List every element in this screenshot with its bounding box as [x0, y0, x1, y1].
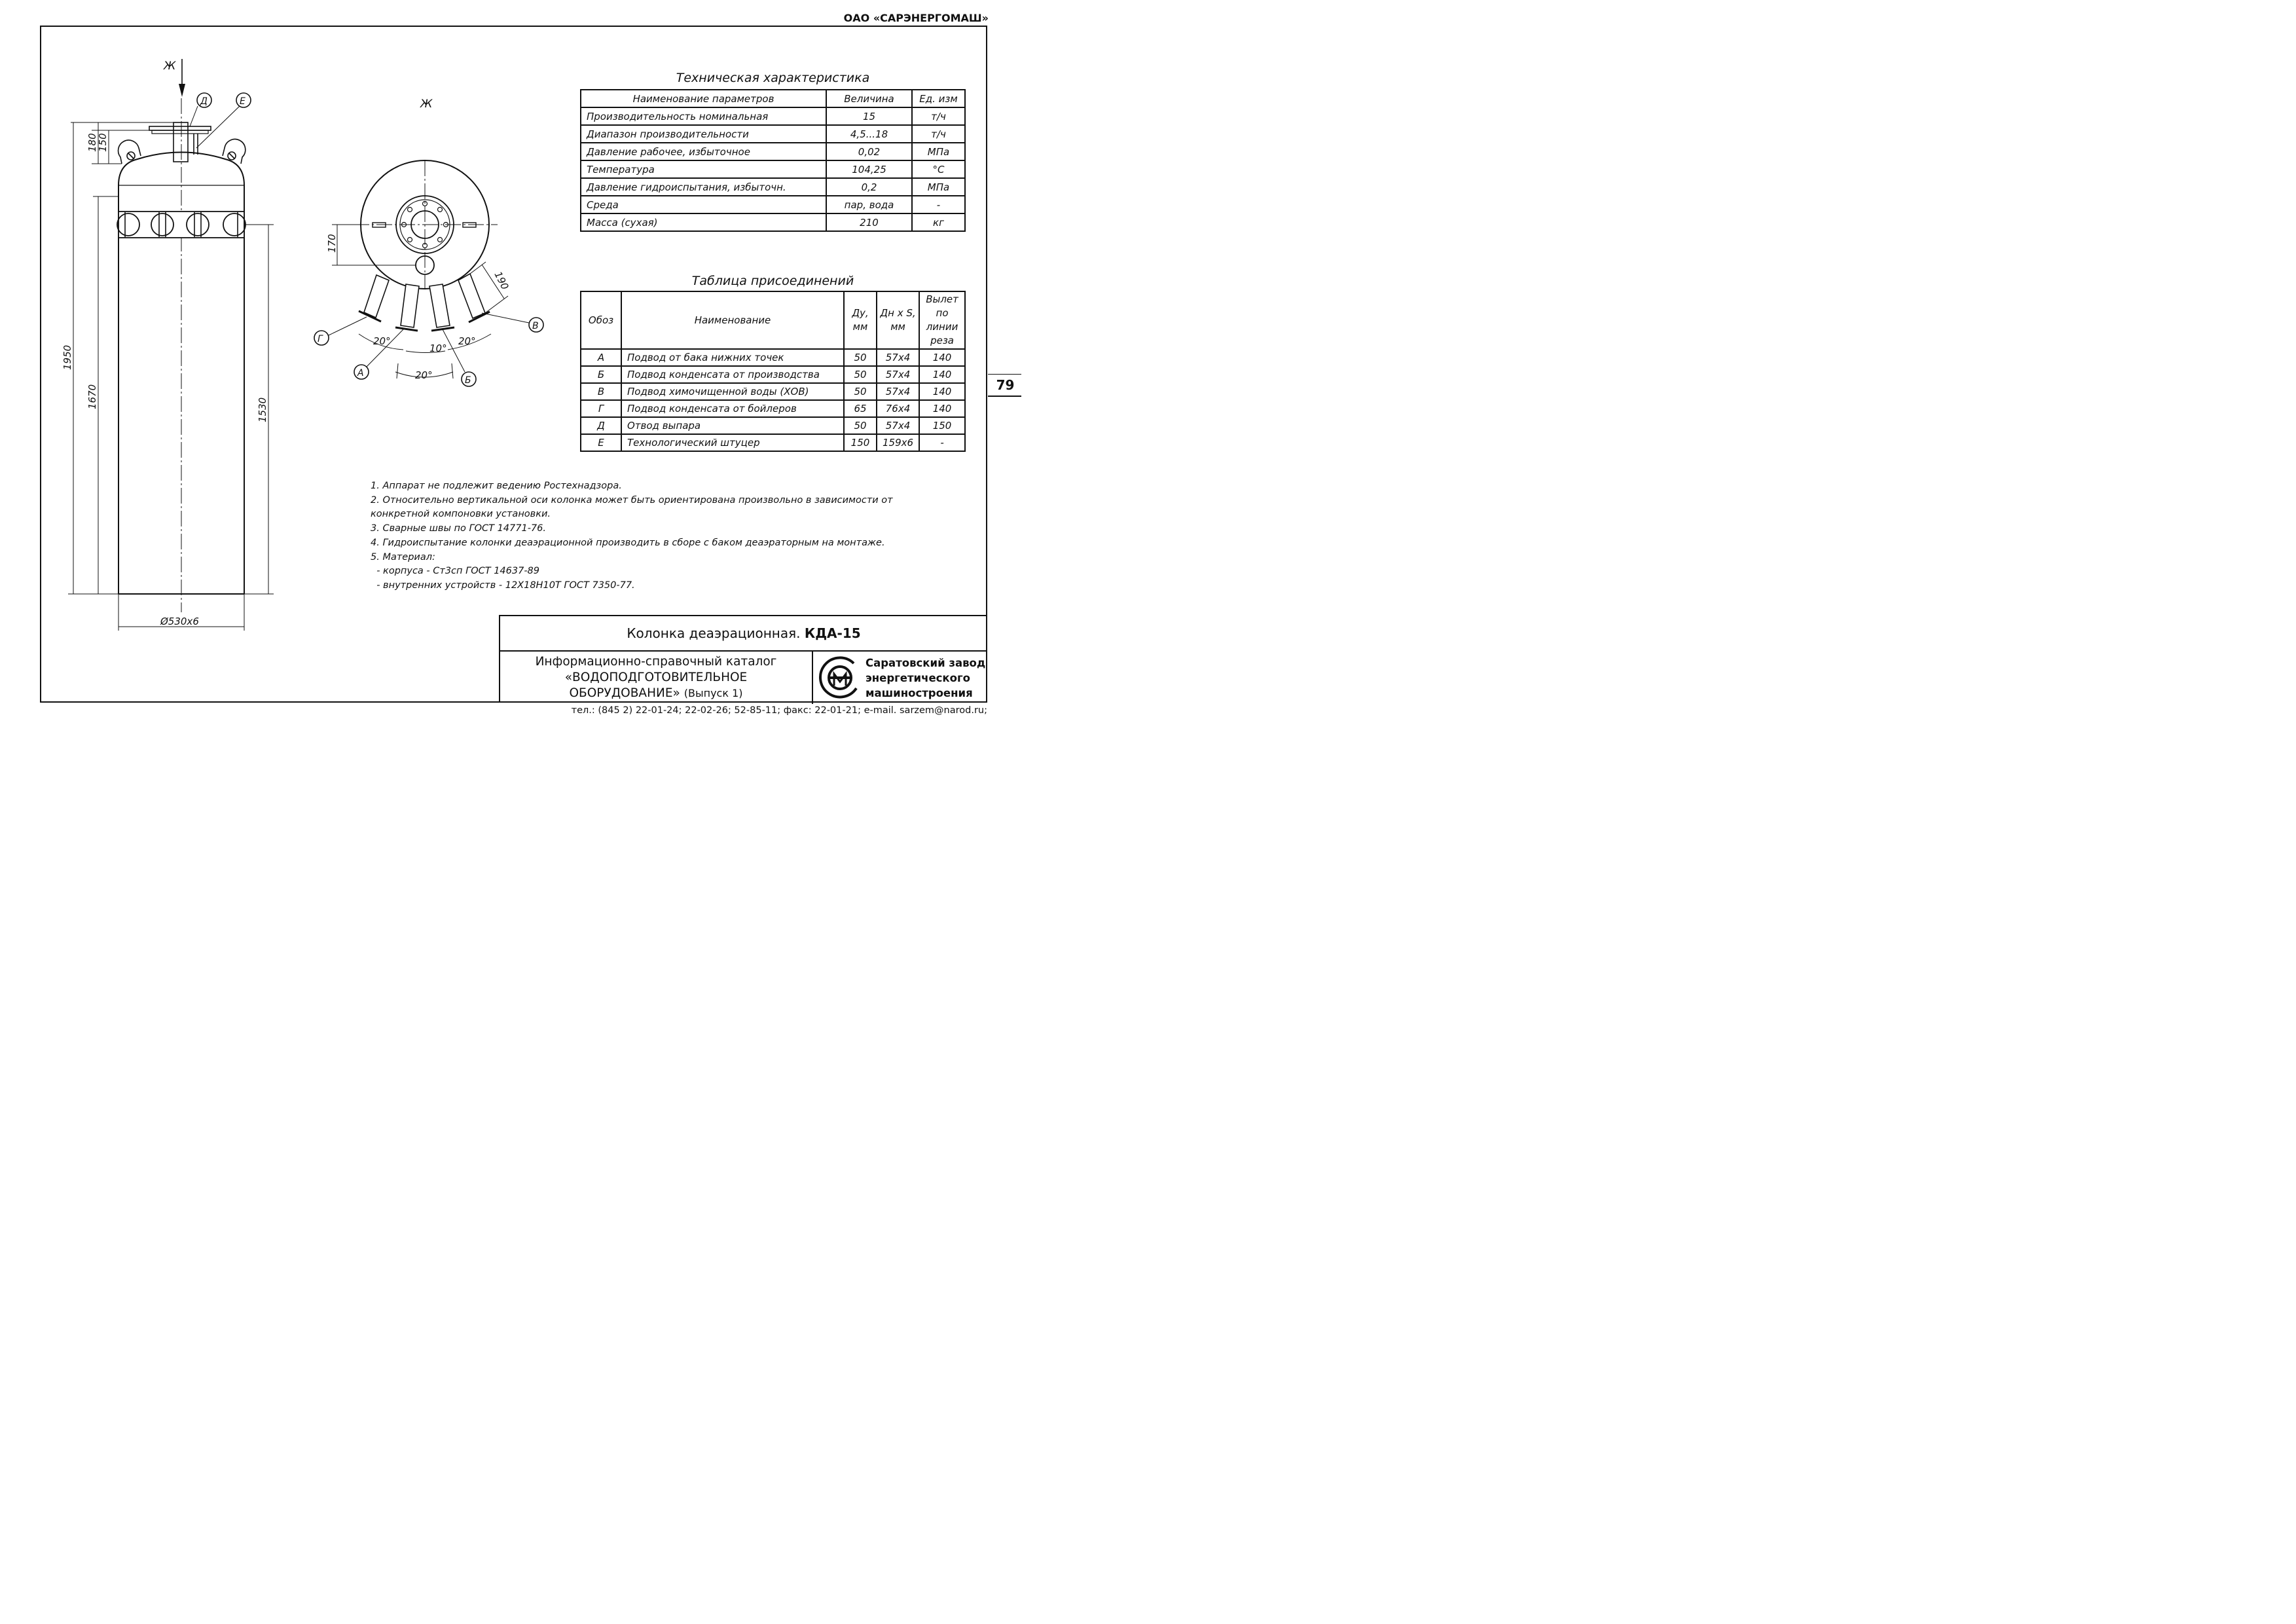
tech-unit: кг: [912, 213, 965, 231]
tech-header-param: Наименование параметров: [581, 90, 826, 107]
table-row: [581, 107, 965, 125]
conn-header-offset: Вылет по линии реза: [919, 291, 965, 349]
tech-unit: МПа: [912, 178, 965, 196]
table-row: [581, 349, 965, 366]
model-name: КДА-15: [804, 625, 861, 641]
company-name: ОАО «САРЭНЕРГОМАШ»: [843, 12, 989, 24]
conn-header-dn: Дн x S, мм: [877, 291, 919, 349]
angle-20b-label: 20°: [458, 335, 476, 347]
conn-du: 50: [844, 366, 877, 383]
conn-name: Подвод конденсата от производства: [621, 366, 844, 383]
conn-code: Б: [581, 366, 621, 383]
title-block: [499, 615, 987, 703]
top-view: [314, 98, 543, 386]
plant-logo-icon: [816, 654, 864, 701]
tech-table-header: [581, 90, 965, 107]
tech-unit: т/ч: [912, 107, 965, 125]
angle-20c-label: 20°: [415, 369, 433, 381]
table-row: [581, 143, 965, 160]
callout-D-label: Д: [200, 96, 208, 107]
tech-param: Масса (сухая): [581, 213, 826, 231]
side-view: [62, 59, 274, 631]
table-row: [581, 366, 965, 383]
footer-contacts: тел.: (845 2) 22-01-24; 22-02-26; 52-85-11; факс: 22-01-21; e-mail. sarzem@narod.ru;: [571, 705, 987, 716]
catalog-info: Информационно-справочный каталог «ВОДОПОДГОТОВИТЕЛЬНОЕ ОБОРУДОВАНИЕ» (Выпуск 1): [535, 655, 777, 700]
dim-190-label: 190: [492, 269, 511, 292]
tech-value: 210: [826, 213, 912, 231]
callout-A-label: А: [357, 368, 364, 378]
conn-name: Технологический штуцер: [621, 434, 844, 451]
table-row: [581, 160, 965, 178]
conn-dn: 57x4: [877, 383, 919, 400]
conn-name: Подвод конденсата от бойлеров: [621, 400, 844, 417]
tech-unit: -: [912, 196, 965, 213]
conn-du: 50: [844, 383, 877, 400]
dim-1950-label: 1950: [62, 344, 73, 370]
callout-V-label: В: [532, 321, 539, 331]
tech-param: Давление гидроиспытания, избыточн.: [581, 178, 826, 196]
page-number: 79: [996, 377, 1015, 393]
table-row: [581, 434, 965, 451]
angle-20a-label: 20°: [373, 335, 391, 347]
conn-code: В: [581, 383, 621, 400]
conn-dn: 159x6: [877, 434, 919, 451]
angle-10-label: 10°: [429, 342, 447, 354]
tech-param: Производительность номинальная: [581, 107, 826, 125]
conn-dn: 76x4: [877, 400, 919, 417]
conn-offset: -: [919, 434, 965, 451]
table-row: [581, 125, 965, 143]
dim-170-label: 170: [326, 234, 338, 253]
conn-table-header: [581, 291, 965, 349]
tech-param: Диапазон производительности: [581, 125, 826, 143]
tech-value: 15: [826, 107, 912, 125]
conn-table-caption: Таблица присоединений: [691, 274, 854, 288]
notes: [371, 479, 893, 593]
conn-table: [580, 291, 966, 452]
tech-value: пар, вода: [826, 196, 912, 213]
conn-code: А: [581, 349, 621, 366]
note-line: 3. Сварные швы по ГОСТ 14771-76.: [371, 523, 546, 534]
tech-value: 0,2: [826, 178, 912, 196]
conn-code: Д: [581, 417, 621, 434]
conn-code: Е: [581, 434, 621, 451]
table-row: [581, 400, 965, 417]
callout-G-label: Г: [318, 334, 323, 344]
conn-name: Подвод от бака нижних точек: [621, 349, 844, 366]
view-arrow-label: Ж: [164, 60, 176, 73]
dim-1670-label: 1670: [86, 384, 98, 409]
conn-offset: 140: [919, 349, 965, 366]
conn-offset: 140: [919, 366, 965, 383]
note-line: 1. Аппарат не подлежит ведению Ростехнадзора.: [371, 481, 622, 491]
tech-table-caption: Техническая характеристика: [676, 71, 870, 85]
conn-offset: 140: [919, 383, 965, 400]
callout-E-label: Е: [240, 96, 246, 107]
conn-name: Подвод химочищенной воды (ХОВ): [621, 383, 844, 400]
tech-header-value: Величина: [826, 90, 912, 107]
conn-du: 65: [844, 400, 877, 417]
table-row: [581, 178, 965, 196]
note-line: 4. Гидроиспытание колонки деаэрационной производить в сборе с баком деаэраторным на монтаже.: [371, 537, 885, 548]
tech-value: 4,5...18: [826, 125, 912, 143]
conn-dn: 57x4: [877, 366, 919, 383]
callout-B-label: Б: [465, 375, 471, 386]
tech-unit: °С: [912, 160, 965, 178]
table-row: [581, 196, 965, 213]
conn-dn: 57x4: [877, 417, 919, 434]
conn-offset: 150: [919, 417, 965, 434]
note-line: - корпуса - Ст3сп ГОСТ 14637-89: [371, 566, 540, 577]
note-line: - внутренних устройств - 12Х18Н10Т ГОСТ 7350-77.: [371, 580, 635, 591]
title-divider: [812, 652, 813, 704]
plant-name: Саратовский завод энергетического машиностроения: [866, 657, 986, 699]
conn-offset: 140: [919, 400, 965, 417]
dim-diameter-label: Ø530x6: [160, 616, 199, 627]
note-line: конкретной компоновки установки.: [371, 509, 551, 520]
conn-name: Отвод выпара: [621, 417, 844, 434]
note-line: 2. Относительно вертикальной оси колонка может быть ориентирована произвольно в зависимости от: [371, 494, 893, 506]
conn-header-code: Обоз: [581, 291, 621, 349]
table-row: [581, 417, 965, 434]
tech-value: 0,02: [826, 143, 912, 160]
table-row: [581, 213, 965, 231]
dim-1530-label: 1530: [257, 397, 268, 422]
tech-unit: т/ч: [912, 125, 965, 143]
conn-header-name: Наименование: [621, 291, 844, 349]
tech-table: [580, 89, 966, 232]
conn-du: 50: [844, 417, 877, 434]
dim-180-label: 180: [86, 133, 98, 152]
tech-param: Температура: [581, 160, 826, 178]
tech-header-unit: Ед. изм: [912, 90, 965, 107]
tech-param: Среда: [581, 196, 826, 213]
dim-150-label: 150: [97, 133, 109, 152]
conn-dn: 57x4: [877, 349, 919, 366]
conn-header-du: Ду, мм: [844, 291, 877, 349]
conn-du: 50: [844, 349, 877, 366]
top-view-label: Ж: [420, 98, 433, 111]
conn-du: 150: [844, 434, 877, 451]
tech-value: 104,25: [826, 160, 912, 178]
table-row: [581, 383, 965, 400]
tech-unit: МПа: [912, 143, 965, 160]
conn-code: Г: [581, 400, 621, 417]
tech-param: Давление рабочее, избыточное: [581, 143, 826, 160]
note-line: 5. Материал:: [371, 551, 435, 563]
drawing-title: Колонка деаэрационная. КДА-15: [627, 625, 861, 641]
